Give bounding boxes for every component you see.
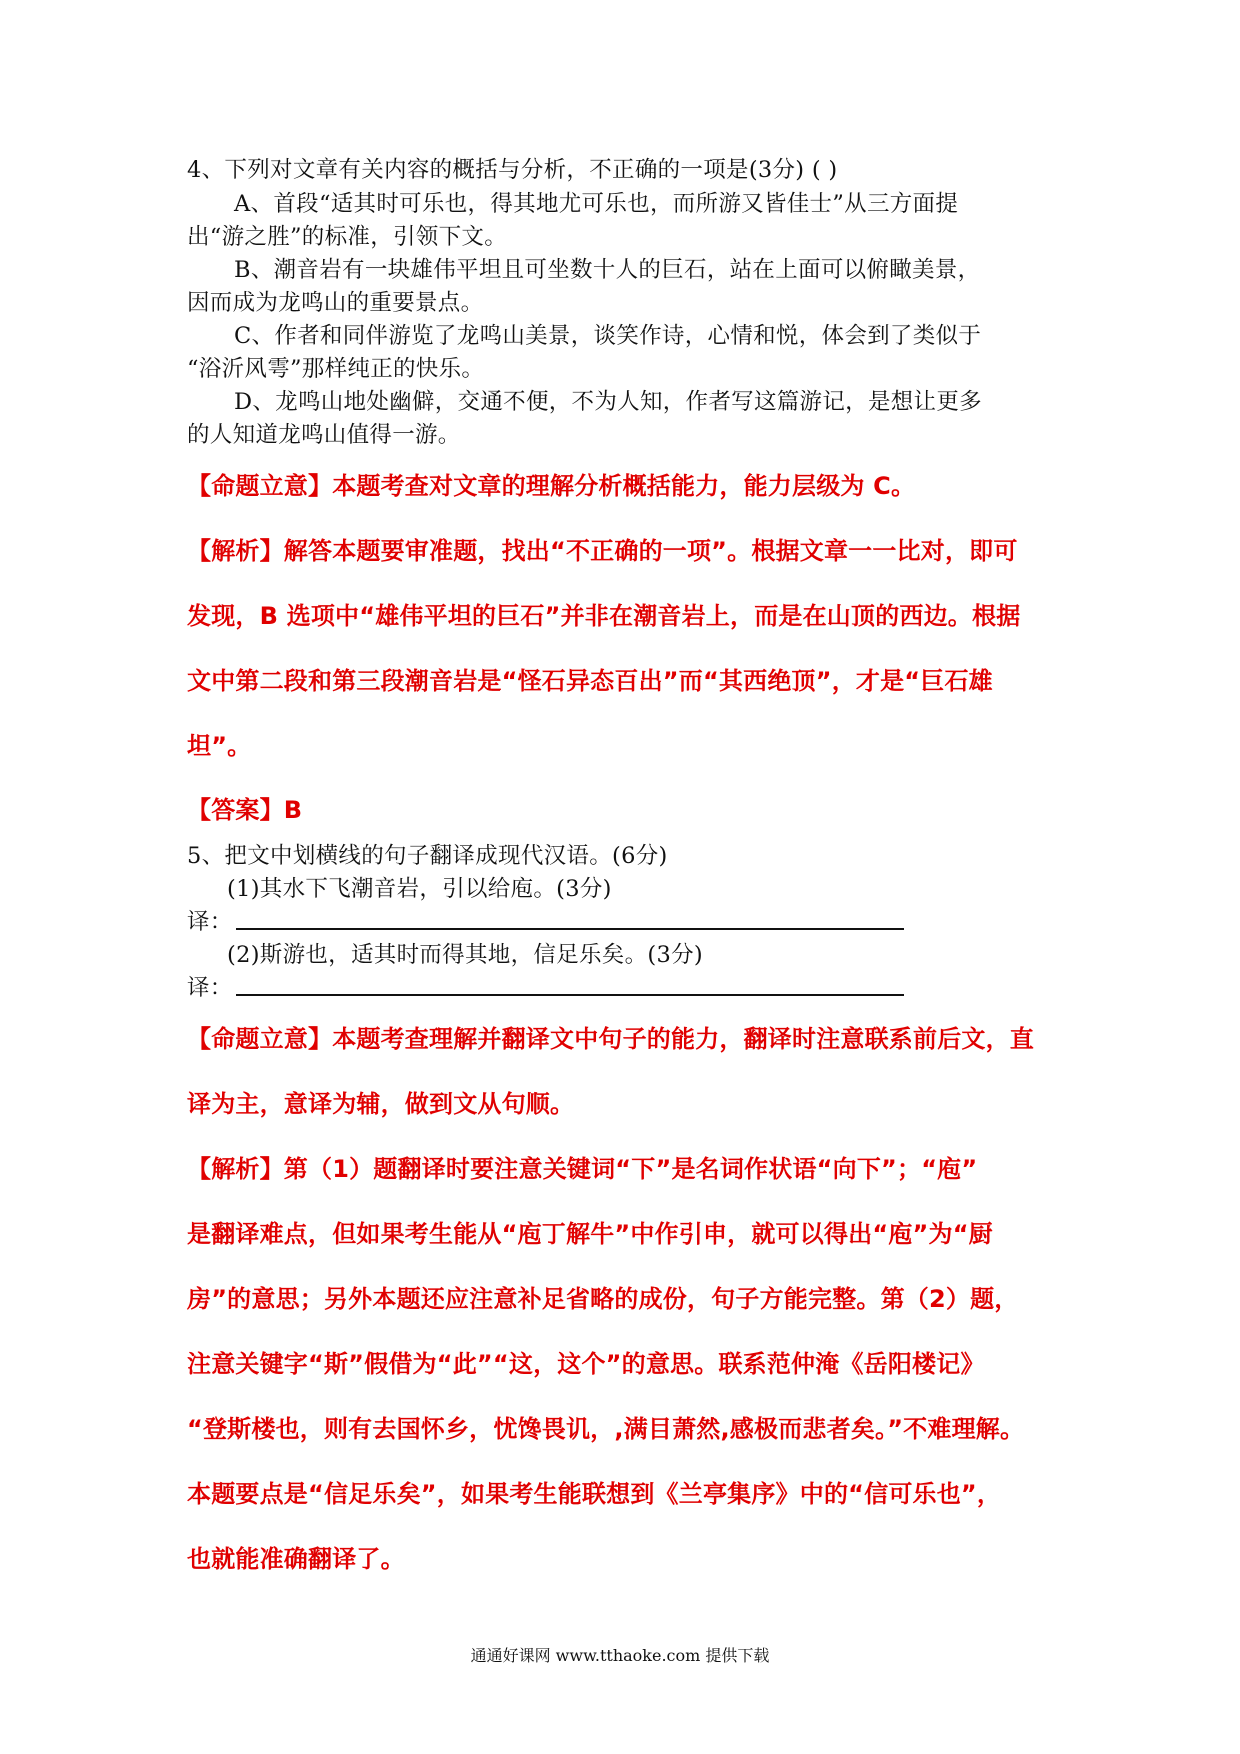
q4-analysis-2: 发现，B 选项中“雄伟平坦的巨石”并非在潮音岩上，而是在山顶的西边。根据 [187, 602, 1021, 630]
q5-analysis-6: 本题要点是“信足乐矣”，如果考生能联想到《兰亭集序》中的“信可乐也”， [187, 1480, 1002, 1508]
q4-option-a-cont: 出“游之胜”的标准，引领下文。 [187, 224, 508, 250]
q5-sub1: (1)其水下飞潮音岩，引以给庖。(3分) [227, 876, 612, 902]
q4-option-b-cont: 因而成为龙鸣山的重要景点。 [187, 290, 484, 316]
q5-analysis-5: “登斯楼也，则有去国怀乡，忧馋畏讥，,满目萧然,感极而悲者矣。”不难理解。 [187, 1415, 1025, 1443]
q4-option-c-cont: “浴沂风雩”那样纯正的快乐。 [187, 356, 485, 382]
q4-analysis-1: 【解析】解答本题要审准题，找出“不正确的一项”。根据文章一一比对，即可 [187, 537, 1018, 565]
q5-sub2: (2)斯游也，适其时而得其地，信足乐矣。(3分) [227, 942, 703, 968]
q5-stem: 5、把文中划横线的句子翻译成现代汉语。(6分) [187, 843, 668, 869]
q5-analysis-2: 是翻译难点，但如果考生能从“庖丁解牛”中作引申，就可以得出“庖”为“厨 [187, 1220, 993, 1248]
q5-sub2-label: 译： [187, 975, 233, 1001]
q4-intent: 【命题立意】本题考查对文章的理解分析概括能力，能力层级为 C。 [187, 472, 916, 500]
q4-option-d-cont: 的人知道龙鸣山值得一游。 [187, 422, 461, 448]
q5-sub2-answer-line [236, 994, 904, 996]
page-footer: 通通好课网 www.tthaoke.com 提供下载 [470, 1646, 770, 1665]
q4-option-c: C、作者和同伴游览了龙鸣山美景，谈笑作诗，心情和悦，体会到了类似于 [234, 323, 982, 349]
q4-option-b: B、潮音岩有一块雄伟平坦且可坐数十人的巨石，站在上面可以俯瞰美景， [234, 257, 981, 283]
q4-option-a: A、首段“适其时可乐也，得其地尤可乐也，而所游又皆佳士”从三方面提 [234, 191, 959, 217]
q4-stem: 4、下列对文章有关内容的概括与分析，不正确的一项是(3分) ( ) [187, 157, 838, 183]
q5-analysis-4: 注意关键字“斯”假借为“此”“这，这个”的意思。联系范仲淹《岳阳楼记》 [187, 1350, 985, 1378]
q5-analysis-3: 房”的意思；另外本题还应注意补足省略的成份，句子方能完整。第（2）题， [187, 1285, 1019, 1313]
q5-analysis-7: 也就能准确翻译了。 [187, 1545, 405, 1573]
q4-analysis-4: 坦”。 [187, 732, 252, 760]
q5-intent-1: 【命题立意】本题考查理解并翻译文中句子的能力，翻译时注意联系前后文，直 [187, 1025, 1034, 1053]
q4-option-d: D、龙鸣山地处幽僻，交通不便，不为人知，作者写这篇游记，是想让更多 [234, 389, 982, 415]
q5-sub1-label: 译： [187, 909, 233, 935]
q5-intent-2: 译为主，意译为辅，做到文从句顺。 [187, 1090, 575, 1118]
q5-sub1-answer-line [236, 928, 904, 930]
q4-answer: 【答案】B [187, 796, 303, 824]
q4-analysis-3: 文中第二段和第三段潮音岩是“怪石异态百出”而“其西绝顶”，才是“巨石雄 [187, 667, 993, 695]
q5-analysis-1: 【解析】第（1）题翻译时要注意关键词“下”是名词作状语“向下”；“庖” [187, 1155, 978, 1183]
